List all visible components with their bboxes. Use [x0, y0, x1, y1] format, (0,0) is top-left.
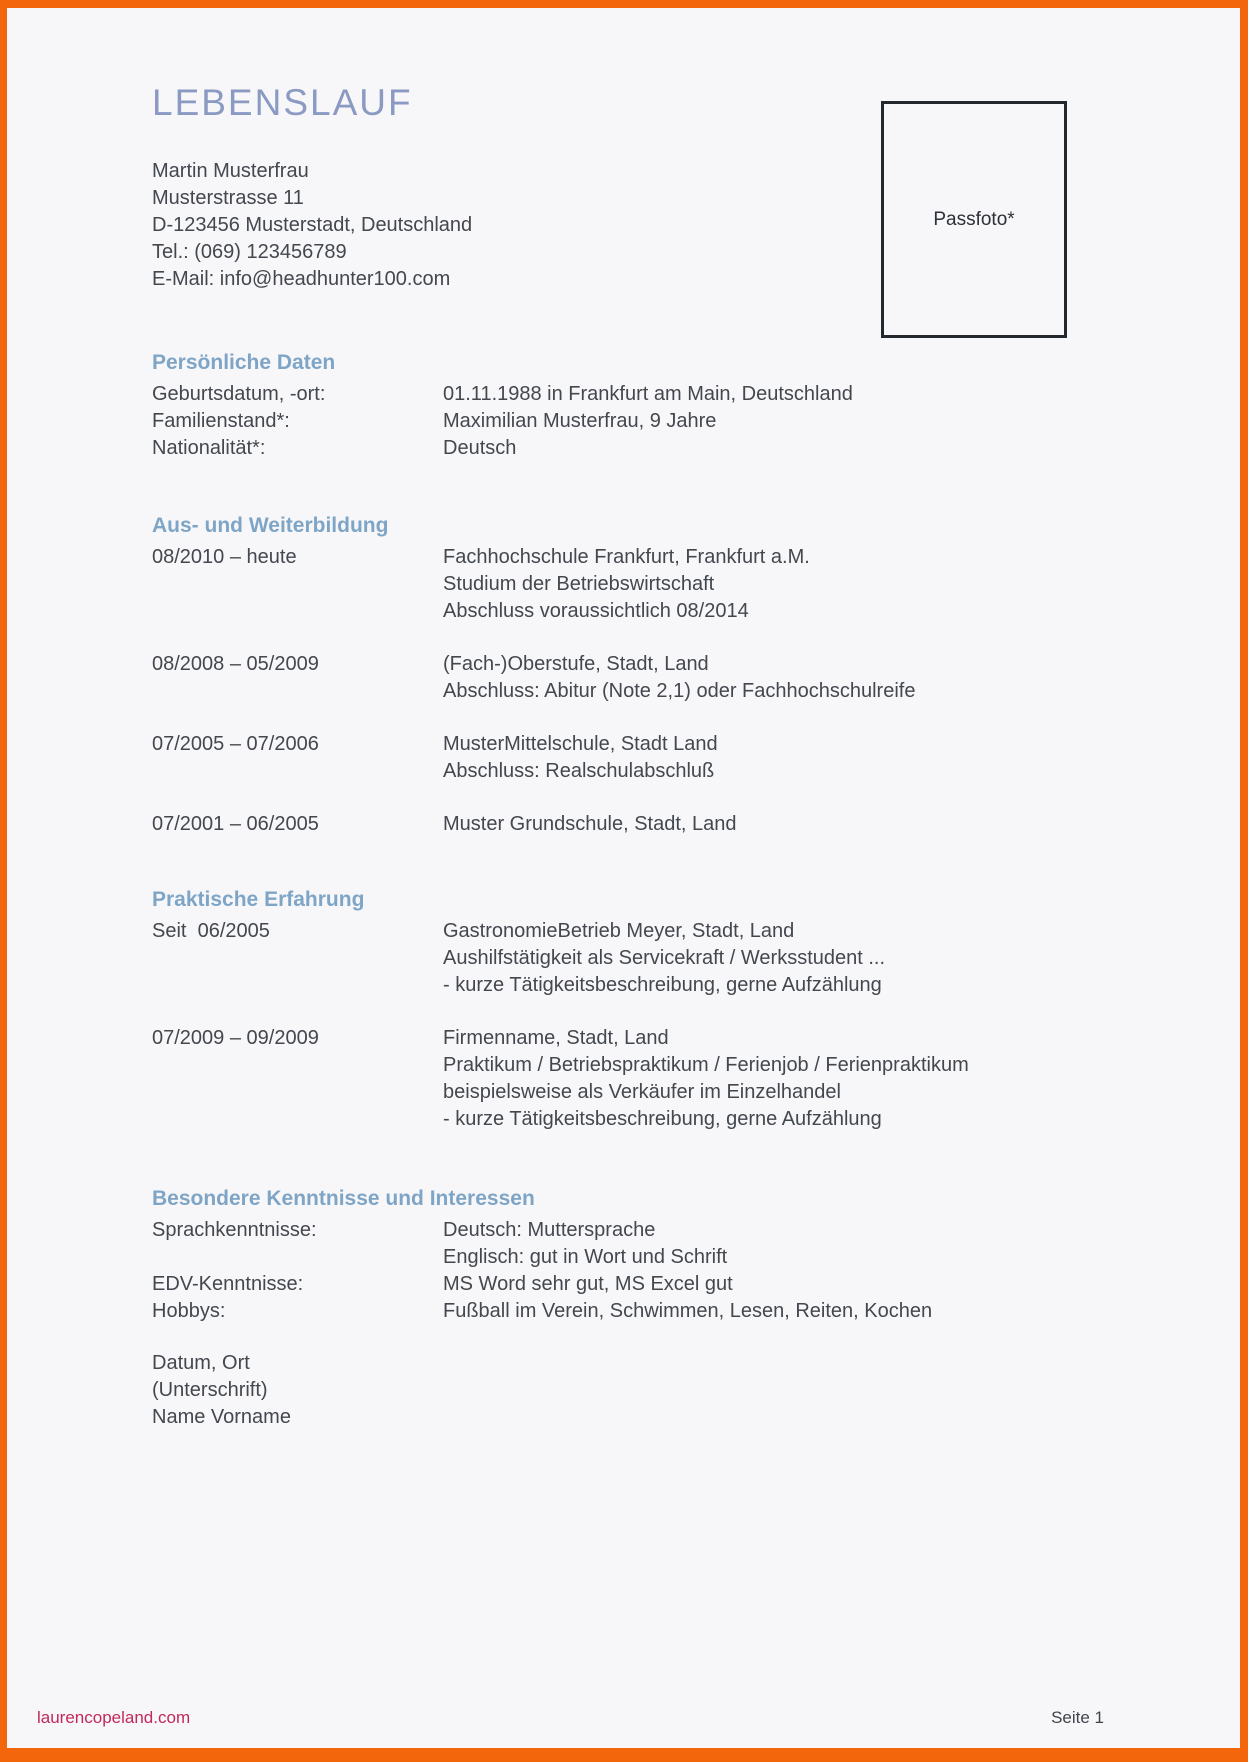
value-line: (Fach-)Oberstufe, Stadt, Land: [443, 653, 709, 675]
row-label: Familienstand*:: [152, 410, 290, 432]
row-value: [443, 381, 1190, 408]
row-label: Hobbys:: [152, 1300, 226, 1322]
row-date-range: 07/2009 – 09/2009: [152, 1027, 319, 1049]
row-date-range: 07/2005 – 07/2006: [152, 733, 319, 755]
row-label: EDV-Kenntnisse:: [152, 1273, 304, 1295]
row-value: [443, 1025, 1190, 1133]
rows-persoenliche-daten: [152, 381, 1190, 462]
row-value: [443, 408, 1190, 435]
row-date-range: Seit 06/2005: [152, 920, 270, 942]
row-familienstand: [152, 408, 1190, 435]
row-oberstufe: [152, 651, 1190, 705]
row-mittelschule: [152, 731, 1190, 785]
rows-besondere-kenntnisse: [152, 1217, 1190, 1325]
value-line: 01.11.1988 in Frankfurt am Main, Deutschland: [443, 383, 853, 405]
page-title: LEBENSLAUF: [152, 82, 413, 123]
row-fachhochschule: [152, 544, 1190, 625]
section-heading-praktische-erfahrung: Praktische Erfahrung: [152, 888, 365, 911]
row-value: [443, 651, 1190, 705]
signature-date-place: Datum, Ort: [152, 1352, 250, 1374]
document-page: [7, 8, 1240, 1748]
section-praktische-erfahrung: [152, 886, 1190, 1133]
section-heading-persoenliche-daten: Persönliche Daten: [152, 351, 336, 374]
contact-email: E-Mail: info@headhunter100.com: [152, 268, 451, 290]
row-value: [443, 811, 1190, 838]
value-line: Studium der Betriebswirtschaft: [443, 573, 715, 595]
value-line: MS Word sehr gut, MS Excel gut: [443, 1273, 733, 1295]
row-value: [443, 1217, 1190, 1271]
row-value: [443, 544, 1190, 625]
value-line: Deutsch: Muttersprache: [443, 1219, 656, 1241]
section-aus-weiterbildung: [152, 512, 1190, 838]
section-heading-besondere-kenntnisse: Besondere Kenntnisse und Interessen: [152, 1187, 535, 1210]
contact-name: Martin Musterfrau: [152, 160, 309, 182]
row-value: [443, 918, 1190, 999]
value-line: Maximilian Musterfrau, 9 Jahre: [443, 410, 717, 432]
value-line: MusterMittelschule, Stadt Land: [443, 733, 718, 755]
signature-label: (Unterschrift): [152, 1379, 268, 1401]
value-line: Firmenname, Stadt, Land: [443, 1027, 669, 1049]
section-besondere-kenntnisse: [152, 1185, 1190, 1325]
row-date-range: 07/2001 – 06/2005: [152, 813, 319, 835]
value-line: Praktikum / Betriebspraktikum / Ferienjob / Ferienpraktikum: [443, 1054, 969, 1076]
value-line: Deutsch: [443, 437, 517, 459]
row-praktikum: [152, 1025, 1190, 1133]
value-line: Fachhochschule Frankfurt, Frankfurt a.M.: [443, 546, 810, 568]
row-date-range: 08/2010 – heute: [152, 546, 297, 568]
value-line: Abschluss: Abitur (Note 2,1) oder Fachhochschulreife: [443, 680, 916, 702]
value-line: - kurze Tätigkeitsbeschreibung, gerne Aufzählung: [443, 1108, 882, 1130]
value-line: Aushilfstätigkeit als Servicekraft / Werksstudent ...: [443, 947, 886, 969]
row-gastronomiebetrieb: [152, 918, 1190, 999]
footer-page-number: Seite 1: [1051, 1708, 1104, 1727]
row-value: [443, 435, 1190, 462]
footer-site-link[interactable]: laurencopeland.com: [37, 1708, 191, 1727]
value-line: GastronomieBetrieb Meyer, Stadt, Land: [443, 920, 795, 942]
row-sprachkenntnisse: [152, 1217, 1190, 1271]
value-line: Abschluss voraussichtlich 08/2014: [443, 600, 749, 622]
row-label: Geburtsdatum, -ort:: [152, 383, 326, 405]
signature-block: [152, 1350, 1190, 1431]
row-edv-kenntnisse: [152, 1271, 1190, 1298]
value-line: beispielsweise als Verkäufer im Einzelhandel: [443, 1081, 841, 1103]
contact-street: Musterstrasse 11: [152, 187, 304, 209]
section-heading-aus-weiterbildung: Aus- und Weiterbildung: [152, 514, 389, 537]
rows-aus-weiterbildung: [152, 544, 1190, 838]
value-line: - kurze Tätigkeitsbeschreibung, gerne Aufzählung: [443, 974, 882, 996]
row-label: Sprachkenntnisse:: [152, 1219, 317, 1241]
signature-name: Name Vorname: [152, 1406, 291, 1428]
row-date-range: 08/2008 – 05/2009: [152, 653, 319, 675]
value-line: Englisch: gut in Wort und Schrift: [443, 1246, 728, 1268]
row-hobbys: [152, 1298, 1190, 1325]
row-value: [443, 1298, 1190, 1325]
passfoto-placeholder-box: [881, 101, 1067, 338]
value-line: Muster Grundschule, Stadt, Land: [443, 813, 737, 835]
page-footer: [37, 1708, 1104, 1728]
value-line: Abschluss: Realschulabschluß: [443, 760, 715, 782]
rows-praktische-erfahrung: [152, 918, 1190, 1133]
value-line: Fußball im Verein, Schwimmen, Lesen, Reiten, Kochen: [443, 1300, 933, 1322]
row-grundschule: [152, 811, 1190, 838]
row-geburtsdatum: [152, 381, 1190, 408]
contact-phone: Tel.: (069) 123456789: [152, 241, 347, 263]
section-persoenliche-daten: [152, 349, 1190, 462]
row-value: [443, 1271, 1190, 1298]
row-label: Nationalität*:: [152, 437, 266, 459]
contact-city: D-123456 Musterstadt, Deutschland: [152, 214, 473, 236]
row-value: [443, 731, 1190, 785]
passfoto-label: Passfoto*: [933, 208, 1015, 230]
row-nationalitaet: [152, 435, 1190, 462]
